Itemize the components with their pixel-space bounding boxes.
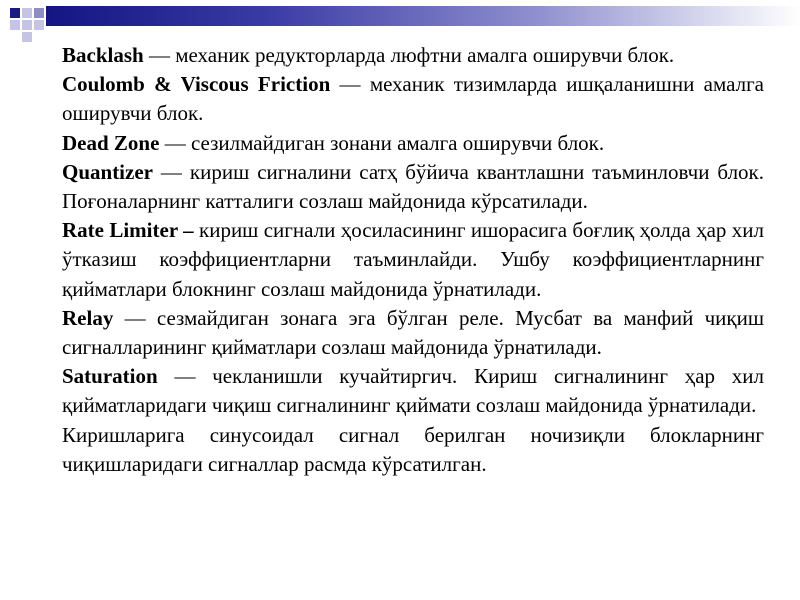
paragraph-dead-zone: [62, 129, 764, 158]
decor-square: [34, 20, 44, 30]
decor-square: [22, 8, 32, 18]
description-text: Киришларига синусоидал сигнал берилган ночизиқли блокларнинг чиқишларидаги сигналлар расмда кўрсатилган.: [62, 422, 764, 476]
decor-square: [10, 8, 20, 18]
paragraph-relay: [62, 304, 764, 362]
paragraph-saturation: [62, 362, 764, 420]
decor-square: [34, 8, 44, 18]
block-descriptions: [62, 41, 764, 479]
header-decoration: [0, 0, 800, 44]
description-text: — механик редукторларда люфтни амалга оширувчи блок.: [143, 43, 675, 67]
description-text: — кириш сигналини сатҳ бўйича квантлашни таъминловчи блок. Поғоналарнинг катталиги созлаш майдонида кўрсатилади.: [62, 159, 764, 214]
paragraph-summary: [62, 421, 764, 479]
description-text: — чекланишли кучайтиргич. Кириш сигналининг ҳар хил қийматларидаги чиқиш сигналининг қиймати созлаш майдонида ўрнатилади.: [62, 364, 764, 418]
description-text: — механик тизимларда ишқаланишни амалга оширувчи блок.: [62, 72, 765, 126]
paragraph-quantizer: [62, 158, 764, 216]
decor-square: [10, 20, 20, 30]
decor-square: [22, 20, 32, 30]
term-label: Backlash: [62, 43, 144, 67]
term-label: Coulomb & Viscous Friction: [62, 72, 331, 97]
paragraph-rate-limiter: [62, 216, 764, 304]
description-text: кириш сигнали ҳосиласининг ишорасига боғлиқ ҳолда ҳар хил ўтказиш коэффициентларни таъминлайди. Ушбу коэффициентларнинг қийматлари блокнинг созлаш майдонида ўрнатилади.: [62, 218, 764, 301]
term-label: Relay: [62, 305, 114, 330]
term-label: Dead Zone: [62, 130, 160, 155]
decor-square: [22, 32, 32, 42]
term-label: Rate Limiter –: [62, 218, 194, 243]
description-text: — сезилмайдиган зонани амалга оширувчи блок.: [159, 130, 605, 155]
term-label: Saturation: [62, 364, 158, 389]
header-gradient-bar: [46, 6, 800, 26]
paragraph-coulomb-viscous-friction: [62, 70, 764, 128]
paragraph-backlash: [62, 41, 764, 70]
description-text: — сезмайдиган зонага эга бўлган реле. Мусбат ва манфий чиқиш сигналларининг қийматлари созлаш майдонида ўрнатилади.: [62, 305, 764, 360]
term-label: Quantizer: [62, 159, 153, 184]
